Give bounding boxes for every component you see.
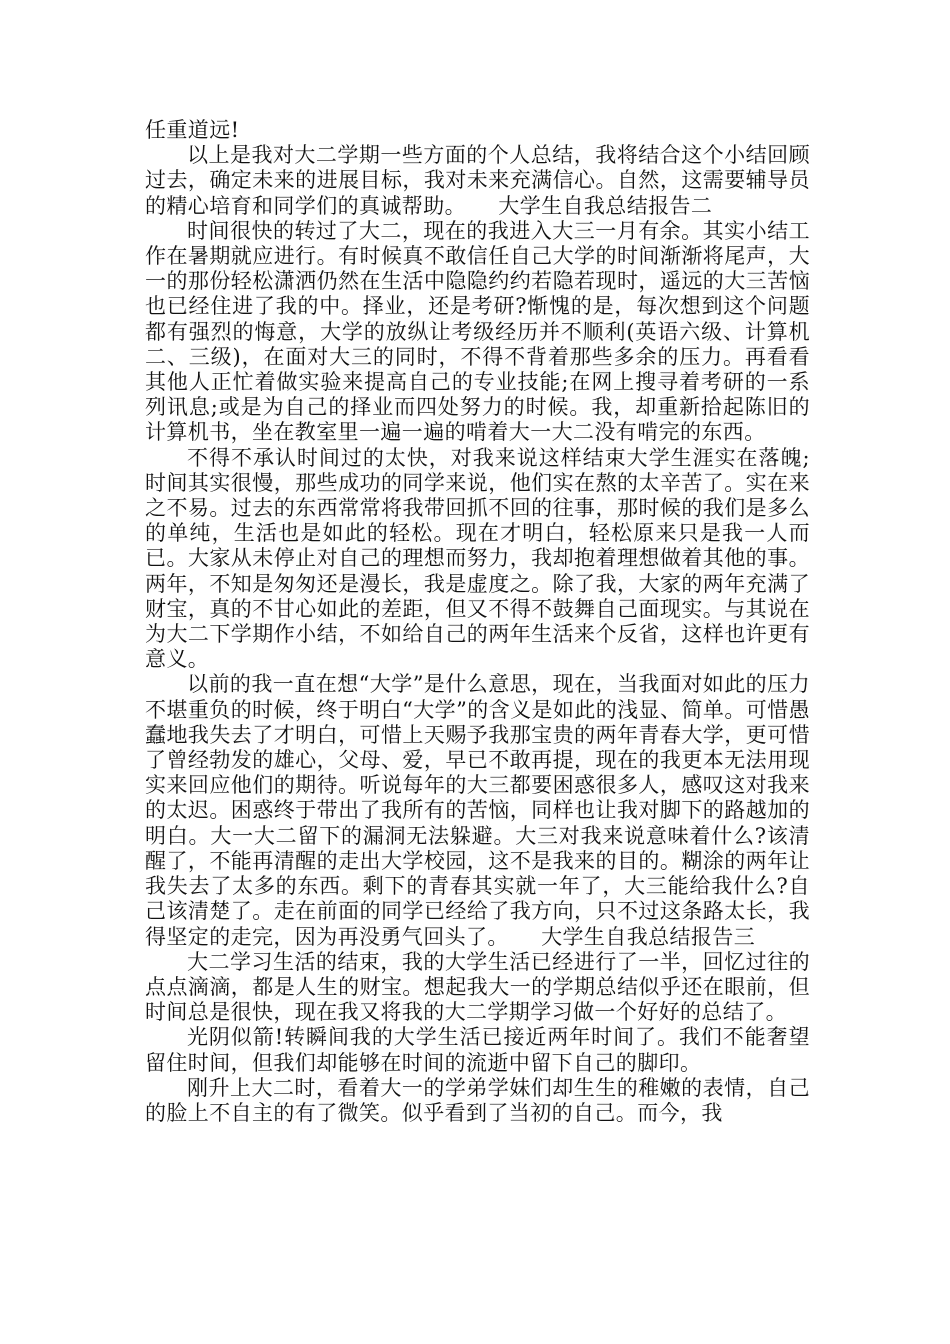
paragraph-meaning-of-university: 以前的我一直在想“大学”是什么意思，现在，当我面对如此的压力不堪重负的时候，终于明白“大学”的含义是如此的浅显、简单。可惜愚蠢地我失去了才明白，可惜上天赐予我那宝贵的两年青春大学，更可惜了曾经勃发的雄心，父母、爱，早已不敢再提，现在的我更本无法用现实来回应他们的期待。听说每年的大三都要困惑很多人，感叹这对我来的太迟。困惑终于带出了我所有的苦恼，同样也让我对脚下的路越加的明白。大一大二留下的漏洞无法躲避。大三对我来说意味着什么?该清醒了，不能再清醒的走出大学校园，这不是我来的目的。糊涂的两年让我失去了太多的东西。剩下的青春其实就一年了，大三能给我什么?自己该清楚了。走在前面的同学已经给了我方向，只不过这条路太长，我得坚定的走完，因为再没勇气回头了。 大学生自我总结报告三 xyxy=(145,672,810,949)
paragraph-report-three-intro: 大二学习生活的结束，我的大学生活已经进行了一半，回忆过往的点点滴滴，都是人生的财宝。想起我大一的学期总结似乎还在眼前，但时间总是很快，现在我又将我的大二学期学习做一个好好的总结了。 xyxy=(145,949,810,1025)
paragraph-time-reflection: 不得不承认时间过的太快，对我来说这样结束大学生涯实在落魄;时间其实很慢，那些成功的同学来说，他们实在熬的太辛苦了。实在来之不易。过去的东西常常将我带回抓不回的往事，那时候的我们是多么的单纯，生活也是如此的轻松。现在才明白，轻松原来只是我一人而已。大家从未停止对自己的理想而努力，我却抱着理想做着其他的事。两年，不知是匆匆还是漫长，我是虚度之。除了我，大家的两年充满了财宝，真的不甘心如此的差距，但又不得不鼓舞自己面现实。与其说在为大二下学期作小结，不如给自己的两年生活来个反省，这样也许更有意义。 xyxy=(145,445,810,672)
document-body xyxy=(145,118,810,1126)
paragraph-report-two-intro: 时间很快的转过了大二，现在的我进入大三一月有余。其实小结工作在暑期就应进行。有时候真不敢信任自己大学的时间渐渐将尾声，大一的那份轻松潇洒仍然在生活中隐隐约约若隐若现时，遥远的大三苦恼也已经住进了我的中。择业，还是考研?惭愧的是，每次想到这个问题都有强烈的悔意，大学的放纵让考级经历并不顺利(英语六级、计算机二、三级)，在面对大三的同时，不得不背着那些多余的压力。再看看其他人正忙着做实验来提高自己的专业技能;在网上搜寻着考研的一系列讯息;或是为自己的择业而四处努力的时候。我，却重新拾起陈旧的计算机书，坐在教室里一遍一遍的啃着大一大二没有啃完的东西。 xyxy=(145,218,810,445)
paragraph-sophomore-start: 刚升上大二时，看着大一的学弟学妹们却生生的稚嫩的表情，自己的脸上不自主的有了微笑。似乎看到了当初的自己。而今，我 xyxy=(145,1075,810,1125)
paragraph-time-flies: 光阴似箭!转瞬间我的大学生活已接近两年时间了。我们不能奢望留住时间，但我们却能够在时间的流逝中留下自己的脚印。 xyxy=(145,1025,810,1075)
paragraph-summary-conclusion: 以上是我对大二学期一些方面的个人总结，我将结合这个小结回顾过去，确定未来的进展目标，我对未来充满信心。自然，这需要辅导员的精心培育和同学们的真诚帮助。 大学生自我总结报告二 xyxy=(145,143,810,218)
paragraph-closing-line: 任重道远! xyxy=(145,118,240,142)
